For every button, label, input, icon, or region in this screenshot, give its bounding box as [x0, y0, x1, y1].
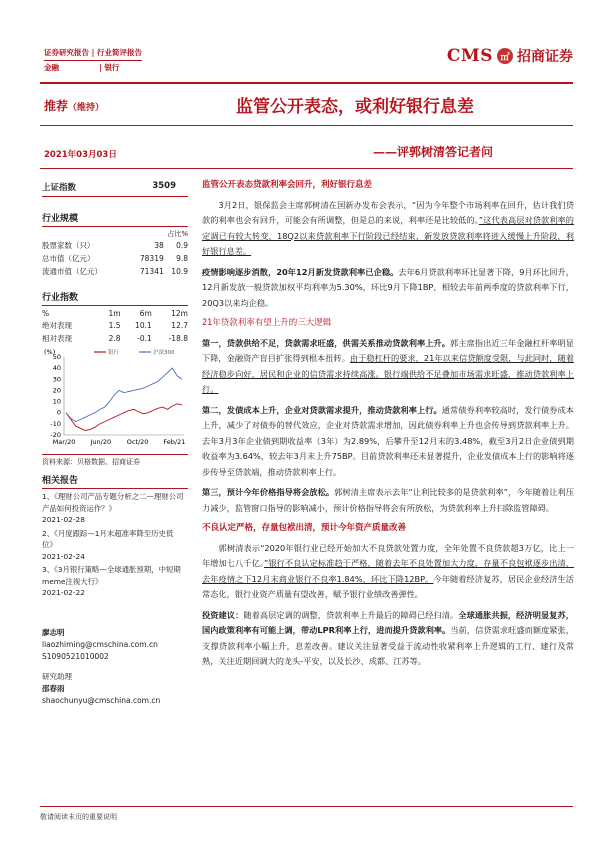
logo-emblem-icon: ㎡	[497, 48, 513, 64]
report-title: 监管公开表态，或利好银行息差	[236, 97, 474, 117]
analyst-name: 廖志明	[42, 627, 65, 637]
scale-row: 总市值（亿元） 78319 9.8	[42, 254, 188, 263]
perf-header-row: % 1m 6m 12m	[42, 309, 188, 318]
para-5: 第三，预计今年价格指导将会放松。郭树清主席表示去年“让利比较多的是贷款利率”，今年随着让利压力减少，监管窗口指导的影响减小，预计价格指导将会有所放松，为贷款利率上升扫除监管障碍。	[202, 487, 574, 513]
main-body	[202, 178, 574, 675]
rating: 推荐（维持）	[44, 99, 105, 113]
header-left: 证券研究报告 | 行业简评报告 金融 | 银行	[44, 46, 142, 75]
legend-label: 沪深300	[153, 350, 175, 356]
analyst-block	[42, 627, 188, 707]
para-6: 郭树清表示“2020年银行业已经开始加大不良贷款处置力度，全年处置不良贷款超3万亿，比上一年增加七八千亿。”银行不良认定标准趋于严格，随着去年不良处置加大力度，存量不良包袱逐步出清，去年疫情之下12月末商业银行不良率1.84%，环比下降12BP。今年随着经济复苏，居民企业经济生活常态化，银行业资产质量有望改善，赋予银行业绩改善弹性。	[202, 542, 574, 599]
footer-note: 敬请阅读末页的重要说明	[40, 813, 117, 821]
scale-table	[42, 239, 188, 278]
series-line	[66, 404, 182, 431]
analyst-email: liaozhiming@cmschina.com.cn	[42, 639, 158, 649]
para-4: 第二，发债成本上升，企业对贷款需求提升，推动贷款利率上行。通常债券利率较高时，发行债券成本上升，减少了对债券的替代效应，企业对贷款需求增加，因此债券利率上升也会传导到贷款利率上升。去年3月3年企业债到期收益率（3年）为2.89%，后攀升至12月末的3.48%，截至3月2日企业债到期收益率为3.64%，较去年3月末上升75BP。目前贷款利率还未显著提升，企业发债成本上行的影响将逐步传导至贷款端，推动贷款利率上行。	[202, 404, 574, 477]
footer-rule	[40, 806, 573, 807]
report-date: 2021年03月03日	[44, 150, 117, 160]
y-tick-label: 40	[52, 364, 61, 373]
report-subtitle: ——评郭树清答记者问	[372, 145, 493, 159]
sector: 金融	[44, 63, 59, 72]
index-row: 上证指数 3509	[42, 181, 188, 197]
perf-title: 行业指数	[42, 290, 188, 306]
y-tick-label: 0	[56, 408, 61, 417]
report-type: 行业简评报告	[96, 48, 142, 57]
y-tick-label: -20	[50, 431, 61, 439]
report-category: 证券研究报告	[44, 48, 89, 57]
related-report[interactable]: 2、《月度跟踪—1月末超准率降至历史低位》 2021-02-24	[42, 528, 174, 561]
y-tick-label: -10	[50, 419, 61, 428]
index-chart	[42, 347, 188, 454]
y-tick-label: 20	[52, 386, 61, 395]
assistant-name: 邵春雨	[42, 683, 65, 693]
x-tick-label: Feb/21	[163, 438, 186, 446]
para-7: 投资建议：随着高层定调的调整，贷款利率上升最后的障碍已经扫清。全球通胀共振，经济明显复苏，国内政策利率有可能上调，带动LPR利率上行，进而提升贷款利率。当前，信贷需求旺盛而额度紧张，支撑贷款利率小幅上升，息差改善。建议关注显著受益于流动性收紧利率上升逻辑的工行、建行及常熟，关注近期回调大的龙头-平安，以及长沙、成都、江苏等。	[202, 609, 574, 666]
subtitle-rule	[40, 168, 573, 169]
title-rule	[40, 125, 573, 126]
header-rule	[40, 82, 573, 84]
x-tick-label: Oct/20	[126, 438, 149, 446]
scale-col-header: 占比%	[167, 230, 188, 238]
analyst-id: S1090521010002	[42, 651, 109, 661]
sidebar	[42, 181, 188, 707]
perf-row: 绝对表现 1.5 10.1 12.7	[42, 321, 188, 330]
heading-1: 监管公开表态贷款利率会回升，利好银行息差	[202, 180, 373, 190]
x-tick-label: Jun/20	[90, 438, 112, 446]
assistant-email: shaochunyu@cmschina.com.cn	[42, 695, 161, 705]
para-3: 第一，贷款供给不足，贷款需求旺盛，供需关系推动贷款利率上升。郭主席指出近三年金融杠杆率明显下降，金融资产盲目扩张得到根本扭转。由于稳杠杆的要求，21年以来信贷额度受限，与此同时，随着经济稳步向好，居民和企业的信贷需求持续高涨。银行端供给不足叠加市场需求旺盛，推动贷款利率上行。	[202, 337, 574, 394]
sub-sector: 银行	[104, 63, 120, 72]
legend-label: 银行	[108, 350, 120, 356]
chart-source: 资料来源：贝格数据、招商证券	[42, 454, 188, 467]
scale-row: 股票家数（只） 38 0.9	[42, 241, 188, 250]
x-tick-label: Mar/20	[52, 438, 76, 446]
perf-row: 相对表现 2.8 -0.1 -18.8	[42, 334, 188, 343]
heading-2: 21年贷款利率有望上升的三大逻辑	[202, 318, 332, 328]
y-tick-label: 50	[52, 353, 61, 361]
perf-table	[42, 308, 188, 345]
heading-3: 不良认定严格，存量包袱出清，预计今年资产质量改善	[202, 523, 407, 533]
series-line	[66, 368, 182, 422]
related-title: 相关报告	[42, 473, 188, 489]
y-tick-label: 30	[52, 375, 61, 384]
related-list	[42, 491, 188, 599]
scale-title: 行业规模	[42, 211, 188, 227]
index-chart-svg	[42, 347, 188, 452]
scale-row: 流通市值（亿元） 71341 10.9	[42, 267, 188, 276]
related-report[interactable]: 3、《3月银行策略—全球通胀预期，中短期meme注视大行》 2021-02-22	[42, 565, 181, 597]
para-1: 3月2日，银保监会主席郭树清在国新办发布会表示，“因为今年整个市场利率在回升，估计我们贷款的利率也会有回升，可能会有所调整，但是总的来说，利率还是比较低的。”这代表高层对贷款利率的定调已有较大转变，18Q2以来贷款利率下行阶段已经结束，新发放贷款利率将进入缓慢上升阶段，利好银行息差。	[202, 199, 574, 256]
related-report[interactable]: 1、《理财公司产品专题分析之二—理财公司产品如何投资运作？》 2021-02-28	[42, 492, 184, 524]
assistant-role: 研究助理	[42, 671, 72, 681]
company-logo: CMS ㎡ 招商证券	[446, 46, 573, 66]
chart-ylabel: (%)	[44, 348, 56, 356]
para-2: 疫情影响逐步消散，20年12月新发贷款利率已企稳。去年6月贷款利率环比显著下降，9月环比回升，12月新发放一般贷款加权平均利率为5.30%，环比9月下降1BP，相较去年前两季度的贷款利率下行，20Q3以来均企稳。	[202, 266, 574, 308]
y-tick-label: 10	[52, 397, 61, 406]
